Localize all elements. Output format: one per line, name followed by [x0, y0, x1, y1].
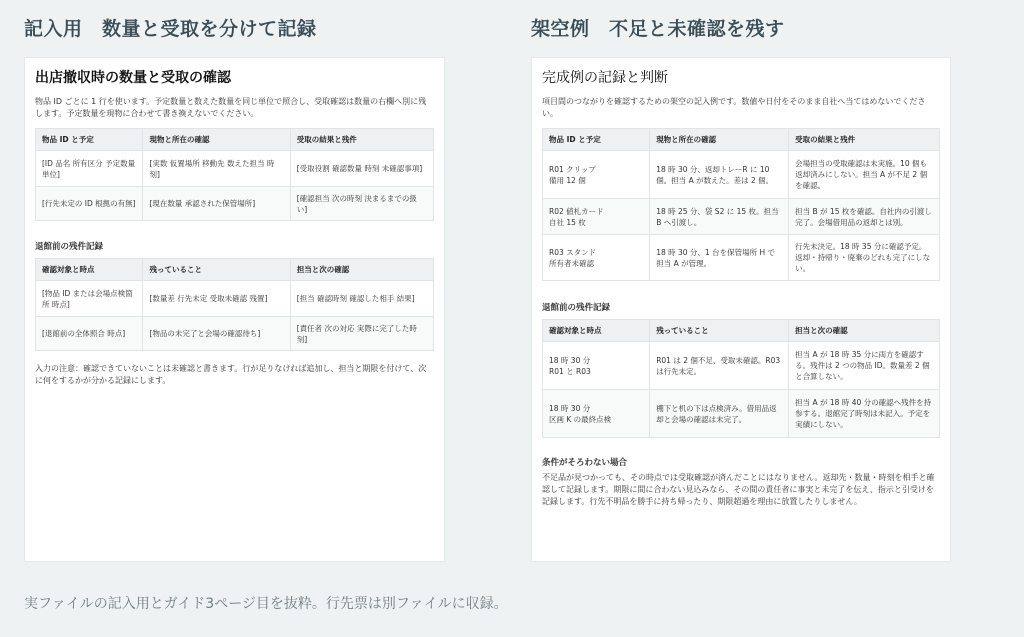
table-cell[interactable]: [物品の未完了と会場の確認待ち]	[143, 317, 290, 351]
table-row	[543, 342, 940, 390]
table-cell: 18 時 30 分、1 台を保管場所 H で担当 A が管理。	[650, 235, 789, 281]
table-cell[interactable]: [実数 仮置場所 移動先 数えた担当 時刻]	[143, 151, 290, 187]
table-header: 確認対象と時点	[543, 320, 650, 342]
table-cell: 18 時 25 分、袋 S2 に 15 枚。担当 B へ引渡し。	[650, 199, 789, 235]
table-row	[543, 199, 940, 235]
table-cell[interactable]: [確認担当 次の時刻 決まるまでの扱い]	[290, 187, 433, 221]
table-row	[36, 187, 434, 221]
table-cell: 担当 B が 15 枚を確認。自社内の引渡し完了。会場借用品の返却とは別。	[789, 199, 940, 235]
left-item-table	[35, 128, 434, 221]
table-row	[36, 281, 434, 317]
table-header: 担当と次の確認	[290, 259, 433, 281]
table-row	[543, 390, 940, 438]
left-note: 入力の注意：確認できていないことは未確認と書きます。行が足りなければ追加し、担当と期限を付けて、次に何をするかが分かる記録にします。	[35, 364, 427, 385]
right-intro: 項目間のつながりを確認するための架空の記入例です。数値や日付をそのまま自社へ当てはめないでください。	[542, 97, 926, 118]
table-cell: R03 スタンド 所有者未確認	[543, 235, 650, 281]
left-remaining-table	[35, 258, 434, 351]
table-header: 現物と所在の確認	[143, 129, 290, 151]
footnote: 実ファイルの記入用とガイド3ページ目を抜粋。行先票は別ファイルに収録。	[24, 596, 508, 612]
table-header: 現物と所在の確認	[650, 129, 789, 151]
table-cell: 担当 A が 18 時 35 分に両方を確認する。残件は 2 つの物品 ID。数量差 2 個と合算しない。	[789, 342, 940, 390]
left-section-title: 退館前の残件記録	[35, 242, 104, 252]
right-item-table	[542, 128, 940, 281]
table-cell: R01 は 2 個不足、受取未確認。R03 は行先未定。	[650, 342, 789, 390]
table-row	[36, 151, 434, 187]
conditions-title: 条件がそろわない場合	[542, 458, 628, 468]
blank-form-panel	[24, 57, 445, 562]
table-cell: 棚下と机の下は点検済み。借用品返却と会場の確認は未完了。	[650, 390, 789, 438]
table-header: 残っていること	[143, 259, 290, 281]
table-cell: 18 時 30 分 区画 K の最終点検	[543, 390, 650, 438]
table-header: 受取の結果と残件	[789, 129, 940, 151]
table-row	[543, 235, 940, 281]
table-cell[interactable]: [物品 ID または会場点検箇所 時点]	[36, 281, 143, 317]
right-column-title: 架空例 不足と未確認を残す	[531, 18, 785, 40]
table-header: 残っていること	[650, 320, 789, 342]
table-cell[interactable]: [現在数量 承認された保管場所]	[143, 187, 290, 221]
table-cell: R01 クリップ 備用 12 個	[543, 151, 650, 199]
table-header: 担当と次の確認	[789, 320, 940, 342]
table-cell: 会場担当の受取確認は未実施。10 個も返却済みにしない。担当 A が不足 2 個を確認。	[789, 151, 940, 199]
table-cell[interactable]: [ID 品名 所有区分 予定数量 単位]	[36, 151, 143, 187]
example-panel	[531, 57, 951, 562]
right-sheet-title: 完成例の記録と判断	[542, 70, 668, 86]
table-cell[interactable]: [責任者 次の対応 実際に完了した時刻]	[290, 317, 433, 351]
table-cell[interactable]: [行先未定の ID 根拠の有無]	[36, 187, 143, 221]
table-cell: 行先未決定。18 時 35 分に確認予定。返却・持帰り・廃棄のどれも完了にしない。	[789, 235, 940, 281]
table-header: 物品 ID と予定	[36, 129, 143, 151]
table-cell: R02 値札カード 自社 15 枚	[543, 199, 650, 235]
table-header: 確認対象と時点	[36, 259, 143, 281]
left-sheet-title: 出店撤収時の数量と受取の確認	[35, 70, 231, 86]
table-row	[543, 151, 940, 199]
table-header: 受取の結果と残件	[290, 129, 433, 151]
table-cell: 担当 A が 18 時 40 分の確認へ残件を持参する。退館完了時刻は未記入。予定を実績にしない。	[789, 390, 940, 438]
table-cell[interactable]: [担当 確認時刻 確認した相手 結果]	[290, 281, 433, 317]
table-cell[interactable]: [退館前の全体照合 時点]	[36, 317, 143, 351]
table-cell[interactable]: [受取役割 確認数量 時刻 未確認事項]	[290, 151, 433, 187]
left-column-title: 記入用 数量と受取を分けて記録	[24, 18, 317, 40]
left-intro: 物品 ID ごとに 1 行を使います。予定数量と数えた数量を同じ単位で照合し、受取確認は数量の右欄へ別に残します。予定数量を現物に合わせて書き換えないでください。	[35, 97, 427, 118]
table-cell: 18 時 30 分、返却トレーR に 10 個。担当 A が数えた。差は 2 個。	[650, 151, 789, 199]
right-section-title: 退館前の残件記録	[542, 303, 611, 313]
table-header: 物品 ID と予定	[543, 129, 650, 151]
right-remaining-table	[542, 319, 940, 438]
table-cell[interactable]: [数量差 行先未定 受取未確認 残置]	[143, 281, 290, 317]
table-cell: 18 時 30 分 R01 と R03	[543, 342, 650, 390]
conditions-text: 不足品が見つかっても、その時点では受取確認が済んだことにはなりません。返却先・数量・時刻を相手と確認して記録します。期限に間に合わない見込みなら、その間の責任者に事実と未完了を伝え、指示と引受けを記録します。行先不明品を勝手に持ち帰ったり、期限超過を理由に放置したりしません。	[542, 473, 935, 506]
table-row	[36, 317, 434, 351]
